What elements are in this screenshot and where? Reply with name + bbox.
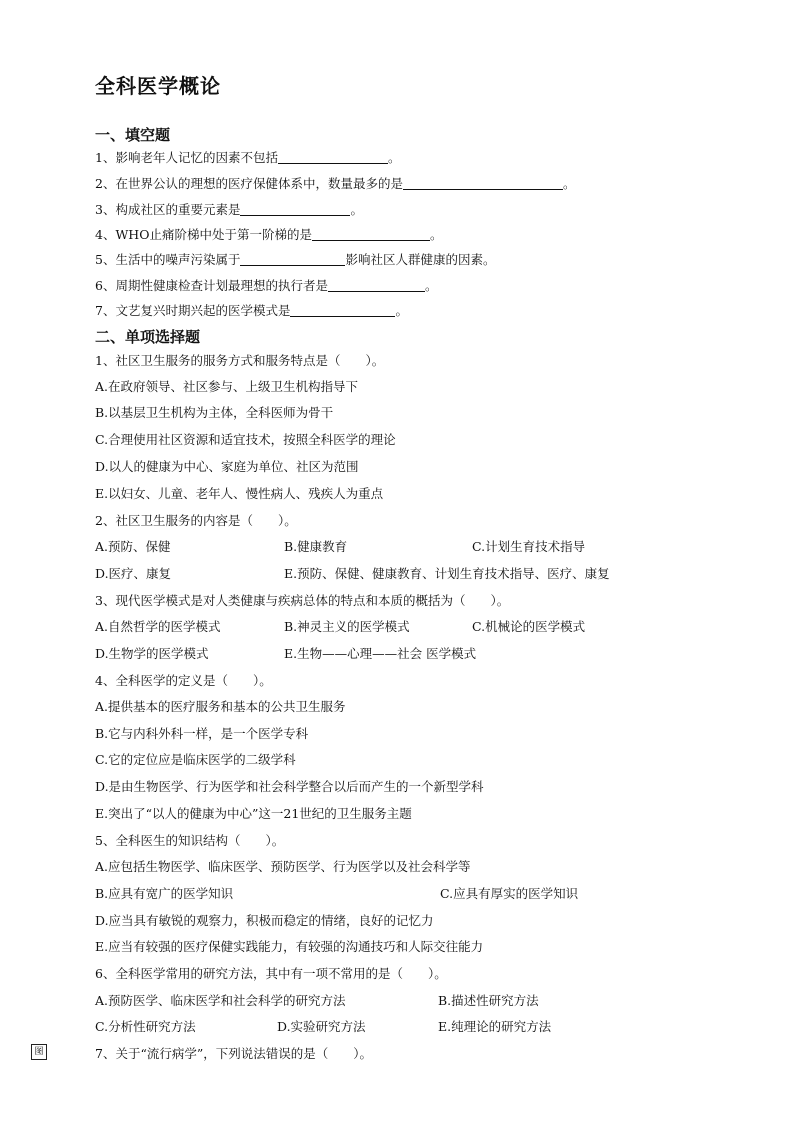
question-text: 4、WHO止痛阶梯中处于第一阶梯的是 bbox=[95, 227, 312, 242]
q3-option-d[interactable]: D.生物学的医学模式 bbox=[95, 646, 209, 661]
answer-blank[interactable] bbox=[403, 177, 563, 190]
answer-blank[interactable] bbox=[278, 151, 388, 164]
q3-option-e[interactable]: E.生物——心理——社会 医学模式 bbox=[284, 646, 477, 661]
choice-question-2-stem: 2、社区卫生服务的内容是（ ）。 bbox=[95, 513, 297, 528]
document-title: 全科医学概论 bbox=[95, 74, 221, 98]
question-text-tail: 。 bbox=[429, 227, 443, 242]
fill-question-4 bbox=[95, 227, 442, 243]
margin-image-icon: 图 bbox=[31, 1044, 47, 1060]
choice-question-3-stem: 3、现代医学模式是对人类健康与疾病总体的特点和本质的概括为（ ）。 bbox=[95, 593, 510, 608]
answer-blank[interactable] bbox=[290, 304, 395, 317]
q3-option-a[interactable]: A.自然哲学的医学模式 bbox=[95, 619, 221, 634]
section-heading-single-choice: 二、单项选择题 bbox=[95, 328, 201, 346]
question-text: 1、影响老年人记忆的因素不包括 bbox=[95, 150, 278, 165]
q6-option-b[interactable]: B.描述性研究方法 bbox=[438, 993, 539, 1008]
q2-option-e[interactable]: E.预防、保健、健康教育、计划生育技术指导、医疗、康复 bbox=[284, 566, 610, 581]
q5-option-b[interactable]: B.应具有宽广的医学知识 bbox=[95, 886, 234, 901]
answer-blank[interactable] bbox=[328, 279, 425, 292]
choice-question-6-stem: 6、全科医学常用的研究方法，其中有一项不常用的是（ ）。 bbox=[95, 966, 447, 981]
q6-option-e[interactable]: E.纯理论的研究方法 bbox=[438, 1019, 552, 1034]
question-text-tail: 影响社区人群健康的因素。 bbox=[345, 252, 496, 267]
q2-option-d[interactable]: D.医疗、康复 bbox=[95, 566, 172, 581]
answer-blank[interactable] bbox=[240, 203, 350, 216]
q4-option-a[interactable]: A.提供基本的医疗服务和基本的公共卫生服务 bbox=[95, 699, 346, 714]
q6-option-c[interactable]: C.分析性研究方法 bbox=[95, 1019, 196, 1034]
q1-option-e[interactable]: E.以妇女、儿童、老年人、慢性病人、残疾人为重点 bbox=[95, 486, 384, 501]
q5-option-d[interactable]: D.应当具有敏锐的观察力，积极而稳定的情绪，良好的记忆力 bbox=[95, 913, 434, 928]
fill-question-3 bbox=[95, 202, 363, 218]
fill-question-1 bbox=[95, 150, 400, 166]
question-text-tail: 。 bbox=[387, 150, 401, 165]
q1-option-d[interactable]: D.以人的健康为中心、家庭为单位、社区为范围 bbox=[95, 459, 359, 474]
section-heading-fill-in: 一、填空题 bbox=[95, 126, 171, 144]
q4-option-d[interactable]: D.是由生物医学、行为医学和社会科学整合以后而产生的一个新型学科 bbox=[95, 779, 484, 794]
q5-option-a[interactable]: A.应包括生物医学、临床医学、预防医学、行为医学以及社会科学等 bbox=[95, 859, 471, 874]
q1-option-b[interactable]: B.以基层卫生机构为主体，全科医师为骨干 bbox=[95, 405, 334, 420]
question-text: 5、生活中的噪声污染属于 bbox=[95, 252, 241, 267]
q3-option-b[interactable]: B.神灵主义的医学模式 bbox=[284, 619, 410, 634]
choice-question-1-stem: 1、社区卫生服务的服务方式和服务特点是（ ）。 bbox=[95, 353, 385, 368]
question-text-tail: 。 bbox=[350, 202, 363, 217]
question-text: 3、构成社区的重要元素是 bbox=[95, 202, 241, 217]
q1-option-c[interactable]: C.合理使用社区资源和适宜技术，按照全科医学的理论 bbox=[95, 432, 396, 447]
q6-option-d[interactable]: D.实验研究方法 bbox=[277, 1019, 366, 1034]
choice-question-4-stem: 4、全科医学的定义是（ ）。 bbox=[95, 673, 272, 688]
q1-option-a[interactable]: A.在政府领导、社区参与、上级卫生机构指导下 bbox=[95, 379, 359, 394]
question-text: 2、在世界公认的理想的医疗保健体系中，数量最多的是 bbox=[95, 176, 403, 191]
fill-question-6 bbox=[95, 278, 437, 294]
answer-blank[interactable] bbox=[240, 253, 345, 266]
question-text-tail: 。 bbox=[562, 176, 576, 191]
question-text-tail: 。 bbox=[395, 303, 408, 318]
q2-option-b[interactable]: B.健康教育 bbox=[284, 539, 348, 554]
question-text-tail: 。 bbox=[424, 278, 438, 293]
q5-option-c[interactable]: C.应具有厚实的医学知识 bbox=[440, 886, 579, 901]
q4-option-b[interactable]: B.它与内科外科一样，是一个医学专科 bbox=[95, 726, 309, 741]
q4-option-c[interactable]: C.它的定位应是临床医学的二级学科 bbox=[95, 752, 296, 767]
question-text: 6、周期性健康检查计划最理想的执行者是 bbox=[95, 278, 328, 293]
fill-question-7 bbox=[95, 303, 408, 319]
choice-question-5-stem: 5、全科医生的知识结构（ ）。 bbox=[95, 833, 285, 848]
q3-option-c[interactable]: C.机械论的医学模式 bbox=[472, 619, 586, 634]
fill-question-5 bbox=[95, 252, 495, 268]
q2-option-c[interactable]: C.计划生育技术指导 bbox=[472, 539, 586, 554]
answer-blank[interactable] bbox=[312, 228, 430, 241]
q6-option-a[interactable]: A.预防医学、临床医学和社会科学的研究方法 bbox=[95, 993, 346, 1008]
question-text: 7、文艺复兴时期兴起的医学模式是 bbox=[95, 303, 291, 318]
q2-option-a[interactable]: A.预防、保健 bbox=[95, 539, 171, 554]
q5-option-e[interactable]: E.应当有较强的医疗保健实践能力，有较强的沟通技巧和人际交往能力 bbox=[95, 939, 484, 954]
q4-option-e[interactable]: E.突出了“以人的健康为中心”这一21世纪的卫生服务主题 bbox=[95, 806, 412, 821]
choice-question-7-stem: 7、关于“流行病学”，下列说法错误的是（ ）。 bbox=[95, 1046, 372, 1061]
fill-question-2 bbox=[95, 176, 575, 192]
